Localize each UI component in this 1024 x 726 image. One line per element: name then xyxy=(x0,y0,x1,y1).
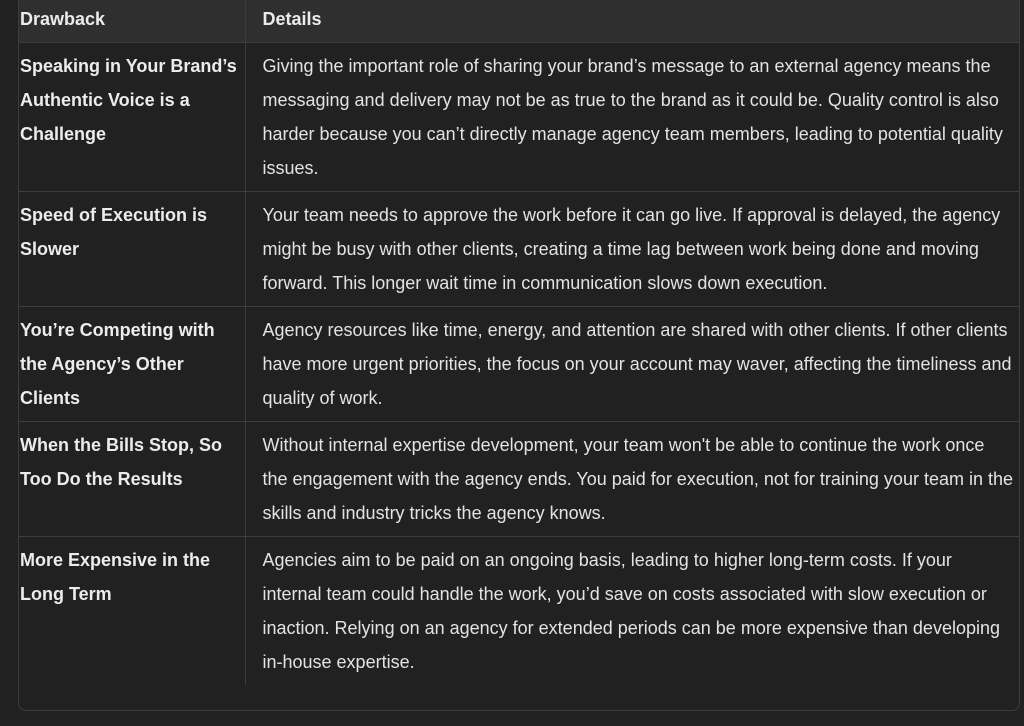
drawback-cell: More Expensive in the Long Term xyxy=(20,549,211,604)
drawback-cell: Speaking in Your Brand’s Authentic Voice is a Challenge xyxy=(19,42,245,191)
details-cell: Without internal expertise development, your team won't be able to continue the work once the engagement with the agency ends. You paid for execution, not for training your team in the skills and industry tricks the agency knows. xyxy=(245,421,1019,536)
drawbacks-table xyxy=(19,0,1019,685)
drawback-cell: When the Bills Stop, So Too Do the Results xyxy=(19,421,245,536)
drawback-cell: You’re Competing with the Agency’s Other Clients xyxy=(19,306,245,421)
header-details: Details xyxy=(245,0,1019,42)
table-row xyxy=(19,42,1019,191)
table-body xyxy=(19,42,1019,685)
details-cell: Agency resources like time, energy, and attention are shared with other clients. If other clients have more urgent priorities, the focus on your account may waver, affecting the timeliness and quality of work. xyxy=(245,306,1019,421)
details-cell: Giving the important role of sharing your brand’s message to an external agency means the messaging and delivery may not be as true to the brand as it could be. Quality control is also harder because you can’t directly manage agency team members, leading to potential quality issues. xyxy=(245,42,1019,191)
table-row xyxy=(19,421,1019,536)
details-cell: Agencies aim to be paid on an ongoing basis, leading to higher long-term costs. If your internal team could handle the work, you’d save on costs associated with slow execution or inaction. Relying on an agency for extended periods can be more expensive than developing in-house expertise. xyxy=(245,536,1019,685)
header-row xyxy=(19,0,1019,42)
drawback-cell: Speed of Execution is Slower xyxy=(19,191,245,306)
header-drawback: Drawback xyxy=(19,0,245,42)
table-row xyxy=(19,191,1019,306)
table-row xyxy=(19,306,1019,421)
drawbacks-table-container xyxy=(18,0,1020,711)
details-cell: Your team needs to approve the work before it can go live. If approval is delayed, the agency might be busy with other clients, creating a time lag between work being done and moving forward. This longer wait time in communication slows down execution. xyxy=(245,191,1019,306)
table-header xyxy=(19,0,1019,42)
table-row xyxy=(19,536,1019,685)
